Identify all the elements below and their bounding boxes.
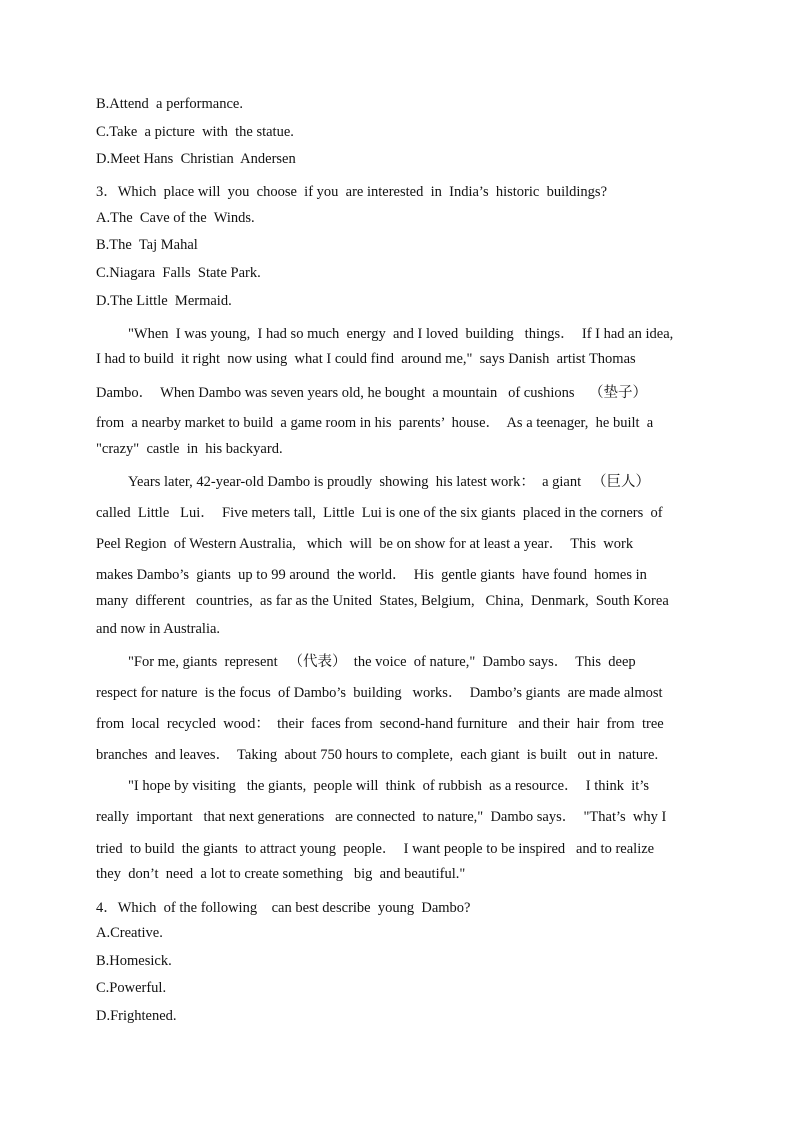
p3-line-3: from local recycled wood： their faces from second-hand furniture and their hair from tree xyxy=(96,716,664,732)
p4-line-1: "I hope by visiting the giants, people will think of rubbish as a resource． I think it’s xyxy=(128,778,649,794)
p4-line-2: really important that next generations are connected to nature," Dambo says． "That’s why I xyxy=(96,809,667,825)
p1-line-5: "crazy" castle in his backyard. xyxy=(96,441,283,457)
p2-line-3: Peel Region of Western Australia, which will be on show for at least a year． This work xyxy=(96,536,634,552)
p2-line-6: and now in Australia. xyxy=(96,621,221,637)
p3-line-2: respect for nature is the focus of Dambo’s building works． Dambo’s giants are made almost xyxy=(96,685,663,701)
p3-line-1: "For me, giants represent （代表） the voice of nature," Dambo says． This deep xyxy=(128,654,636,670)
q2-option-d: D.Meet Hans Christian Andersen xyxy=(96,151,296,167)
p2-line-4: makes Dambo’s giants up to 99 around the world． His gentle giants have found homes in xyxy=(96,567,647,583)
q4-option-d: D.Frightened. xyxy=(96,1008,177,1024)
q2-option-b: B.Attend a performance. xyxy=(96,96,243,112)
p2-line-2: called Little Lui． Five meters tall, Little Lui is one of the six giants placed in the corners of xyxy=(96,505,663,521)
p1-line-3: Dambo． When Dambo was seven years old, he bought a mountain of cushions （垫子） xyxy=(96,385,648,401)
q4-option-a: A.Creative. xyxy=(96,925,163,941)
q4-option-b: B.Homesick. xyxy=(96,953,172,969)
p2-line-5: many different countries, as far as the United States, Belgium, China, Denmark, South Korea xyxy=(96,593,669,609)
q4-option-c: C.Powerful. xyxy=(96,980,167,996)
p4-line-4: they don’t need a lot to create something big and beautiful." xyxy=(96,866,466,882)
p1-line-4: from a nearby market to build a game room in his parents’ house． As a teenager, he built a xyxy=(96,415,654,431)
q3-option-b: B.The Taj Mahal xyxy=(96,237,198,253)
q3-stem: 3．Which place will you choose if you are interested in India’s historic buildings? xyxy=(96,184,608,200)
q3-option-d: D.The Little Mermaid. xyxy=(96,293,232,309)
q4-stem: 4．Which of the following can best describe young Dambo? xyxy=(96,900,471,916)
q3-option-c: C.Niagara Falls State Park. xyxy=(96,265,261,281)
p1-line-1: "When I was young, I had so much energy and I loved building things． If I had an idea, xyxy=(128,326,674,342)
p2-line-1: Years later, 42-year-old Dambo is proudly showing his latest work： a giant （巨人） xyxy=(128,474,650,490)
q2-option-c: C.Take a picture with the statue. xyxy=(96,124,294,140)
p1-line-2: I had to build it right now using what I could find around me," says Danish artist Thomas xyxy=(96,351,636,367)
p3-line-4: branches and leaves． Taking about 750 hours to complete, each giant is built out in nature. xyxy=(96,747,659,763)
p4-line-3: tried to build the giants to attract young people． I want people to be inspired and to realize xyxy=(96,841,655,857)
q3-option-a: A.The Cave of the Winds. xyxy=(96,210,255,226)
